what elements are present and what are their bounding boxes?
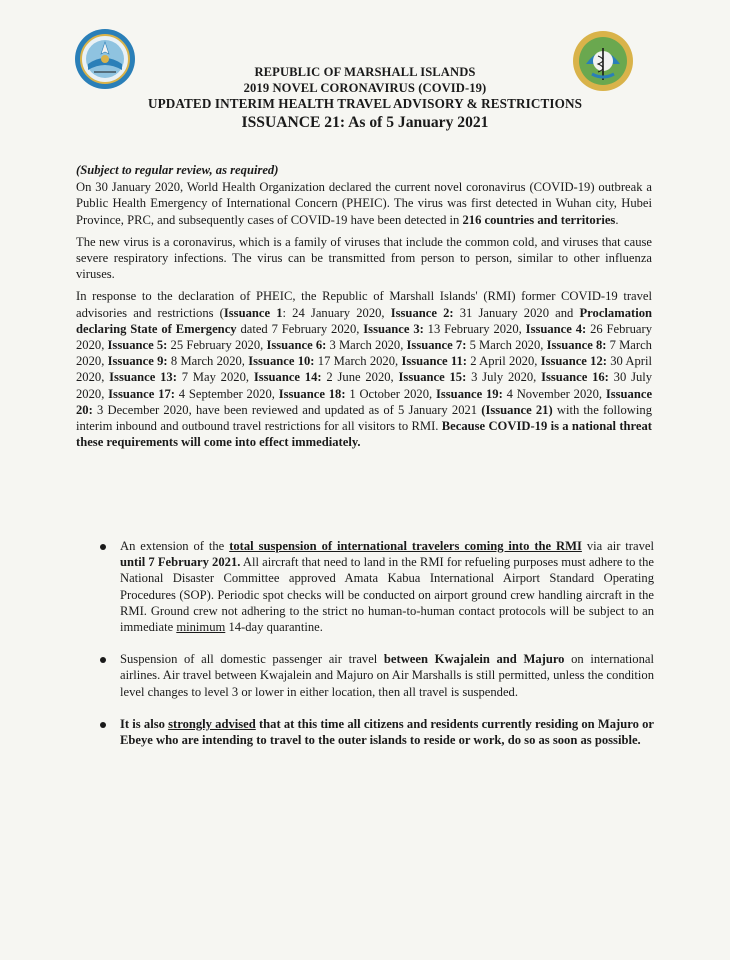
- issuance-label: Issuance 3:: [363, 321, 424, 336]
- paragraph-declaration-text: On 30 January 2020, World Health Organization declared the current novel coronavirus (COVID-19) outbreak a Public Health Emergency of International Concern (PHEIC). The virus was first detected in Wuhan city, Hubei Province, PRC, and subsequently cases of COVID-19 have been detected in: [76, 180, 652, 227]
- bullet-text: Suspension of all domestic passenger air travel: [120, 652, 384, 667]
- strongly-advised-emphasis: strongly advised: [168, 716, 256, 731]
- issuances-intro: In response to the declaration of PHEIC, the Republic of Marshall Islands' (RMI) former COVID-19 travel advisories and restrictions (: [76, 289, 652, 320]
- route-emphasis: between Kwajalein and Majuro: [383, 652, 565, 667]
- bullet-text: It is also: [120, 716, 169, 731]
- proclamation-date: dated 7 February 2020,: [236, 321, 364, 336]
- issuance-date: 7 May 2020,: [176, 370, 254, 385]
- paragraph-issuances: [76, 288, 652, 450]
- proclamation-label: Proclamation declaring State of Emergency: [76, 305, 653, 336]
- issuance-label: Issuance 2:: [390, 305, 454, 320]
- issuance-label: (Issuance 21): [481, 402, 553, 417]
- list-item: [98, 716, 654, 748]
- bullet-icon: [100, 544, 106, 550]
- minimum-emphasis: minimum: [176, 620, 226, 635]
- issuance-date: 26 February 2020,: [76, 321, 653, 353]
- bullet-text: An extension of the: [120, 539, 230, 553]
- suspension-end-date: until 7 February 2021.: [120, 555, 241, 570]
- issuance-date: 4 September 2020,: [174, 386, 279, 401]
- issuance-date: 17 March 2020,: [314, 354, 402, 369]
- document-body: [76, 162, 652, 456]
- bullet-icon: [100, 722, 106, 728]
- paragraph-virus-info: The new virus is a coronavirus, which is a family of viruses that include the common cold, and viruses that cause severe respiratory infections. The virus can be transmitted from person to person, similar to other influenza viruses.: [76, 234, 652, 282]
- list-item: [98, 538, 654, 635]
- issuance-label: Issuance 11:: [401, 354, 468, 369]
- issuance-label: Issuance 14:: [253, 370, 322, 385]
- issuance-date: 3 December 2020, have been reviewed and updated as of 5 January 2021: [92, 402, 482, 417]
- bullet-text: via air travel: [581, 539, 654, 553]
- issuance-label: Issuance 20:: [76, 386, 653, 417]
- paragraph-declaration: [76, 179, 652, 228]
- issuance-date: 5 March 2020,: [466, 338, 547, 353]
- issuance-label: Issuance 12:: [540, 354, 607, 369]
- issuance-label: Issuance 8:: [546, 338, 607, 353]
- issuance-label: Issuance 9:: [107, 354, 168, 369]
- issuance-label: Issuance 15:: [398, 370, 467, 385]
- issuance-label: Issuance 5:: [107, 338, 168, 353]
- issuance-date: 4 November 2020,: [502, 386, 606, 401]
- advisory-subject: 2019 NOVEL CORONAVIRUS (COVID-19): [243, 81, 487, 95]
- issuance-date: 3 March 2020,: [326, 338, 407, 353]
- issuance-label: Issuance 1: [223, 305, 283, 320]
- issuance-date: 25 February 2020,: [167, 338, 267, 353]
- paragraph-declaration-end: .: [615, 212, 619, 227]
- bullet-text: on international airlines. Air travel between Kwajalein and Majuro on Air Marshalls is still permitted, unless the condition level changes to level 3 or lower in either location, then all travel is suspended.: [120, 652, 654, 699]
- issuance-label: Issuance 13:: [109, 370, 177, 385]
- travel-suspension-text: total suspension of international travelers coming into the RMI: [229, 539, 582, 553]
- issuance-label: Issuance 18:: [278, 386, 346, 401]
- issuance-label: Issuance 17:: [108, 386, 175, 401]
- advisory-title: UPDATED INTERIM HEALTH TRAVEL ADVISORY & RESTRICTIONS: [147, 96, 583, 111]
- issuances-outro: with the following interim inbound and outbound travel restrictions for all visitors to RMI.: [76, 402, 652, 434]
- issuance-label: Issuance 4:: [525, 321, 587, 336]
- bullet-icon: [100, 657, 106, 663]
- issuance-date: 8 March 2020,: [167, 354, 249, 369]
- document-header: [0, 64, 730, 133]
- issuance-label: Issuance 10:: [248, 354, 315, 369]
- list-item: [98, 651, 654, 700]
- issuance-date: 2 June 2020,: [321, 370, 399, 385]
- issuance-label: Issuance 7:: [406, 338, 467, 353]
- review-note: (Subject to regular review, as required): [76, 163, 279, 177]
- issuance-label: Issuance 16:: [541, 370, 609, 385]
- issuance-date: : 24 January 2020,: [282, 305, 391, 320]
- restrictions-list: [98, 538, 654, 764]
- countries-count: 216 countries and territories: [462, 212, 616, 227]
- issuance-date: 7 March 2020,: [76, 338, 652, 369]
- issuance-date: 3 July 2020,: [466, 370, 542, 385]
- issuance-date: ISSUANCE 21: As of 5 January 2021: [241, 114, 489, 131]
- bullet-text: All aircraft that need to land in the RMI for refueling purposes must adhere to the National Disaster Committee approved Amata Kabua International Airport Standard Operating Procedures (SOP). Periodic spot checks will be conducted on airport ground crew handling aircraft in the RMI. Ground crew not adhering to the strict no human-to-human contact protocols will be subject to an immediate: [120, 555, 655, 635]
- national-threat-statement: Because COVID-19 is a national threat these requirements will come into effect immediately.: [76, 419, 652, 450]
- bullet-text: 14-day quarantine.: [225, 620, 323, 635]
- issuance-date: 30 April 2020,: [76, 354, 653, 385]
- issuance-date: 1 October 2020,: [345, 386, 436, 401]
- issuance-date: 31 January 2020 and: [453, 305, 580, 320]
- issuance-date: 30 July 2020,: [76, 370, 653, 401]
- issuance-date: 13 February 2020,: [423, 321, 526, 336]
- issuance-date: 2 April 2020,: [467, 354, 541, 369]
- issuance-label: Issuance 19:: [435, 386, 503, 401]
- bullet-text: that at this time all citizens and residents currently residing on Majuro or Ebeye who are intending to travel to the outer islands to reside or work, do so as soon as possible.: [120, 716, 654, 748]
- issuance-label: Issuance 6:: [266, 338, 327, 353]
- country-name: REPUBLIC OF MARSHALL ISLANDS: [254, 65, 476, 79]
